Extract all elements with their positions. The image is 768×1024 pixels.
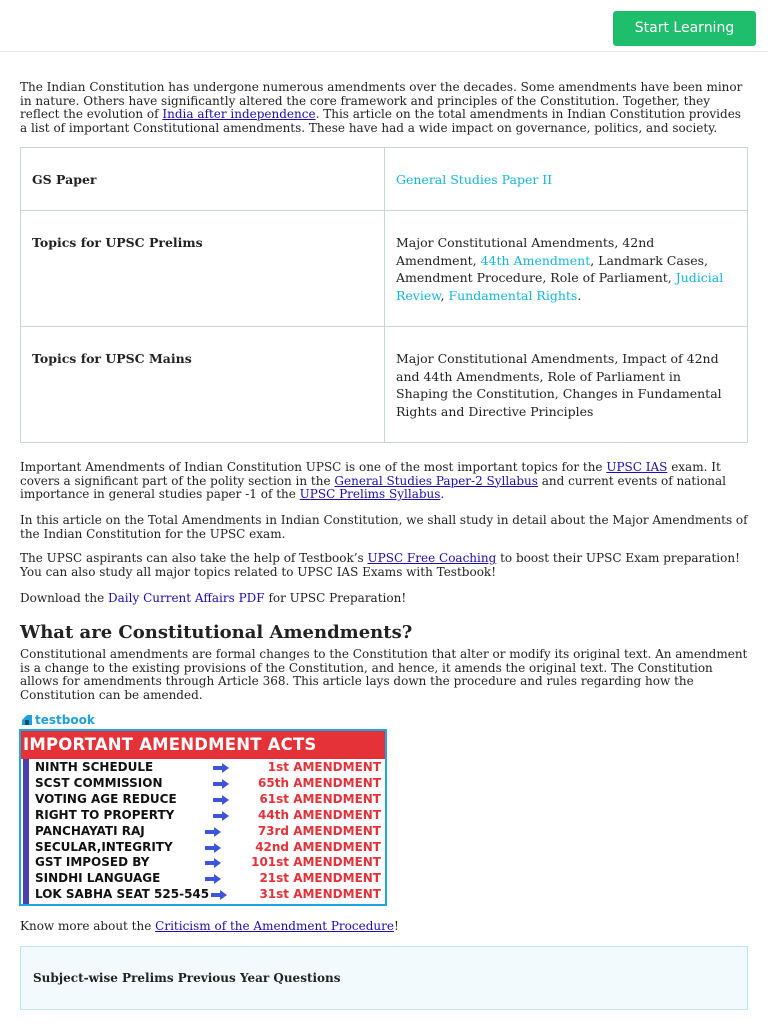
- amendment-act: 101st AMENDMENT: [251, 855, 381, 870]
- arrow-right-icon: [213, 779, 229, 789]
- amendment-row: [35, 760, 385, 776]
- gs-paper-2-syllabus-link[interactable]: General Studies Paper-2 Syllabus: [334, 473, 538, 488]
- amendment-row: [35, 776, 385, 792]
- amendment-topic: VOTING AGE REDUCE: [35, 791, 177, 806]
- coaching-paragraph: The UPSC aspirants can also take the help of Testbook’s UPSC Free Coaching to boost their UPSC Exam preparation! You can also study all major topics related to UPSC IAS Exams with Testbook!: [20, 551, 740, 579]
- infographic-title: IMPORTANT AMENDMENT ACTS: [21, 731, 385, 759]
- amendment-definition-paragraph: Constitutional amendments are formal changes to the Constitution that alter or modify its original text. An amendment is a change to the existing provisions of the Constitution, and hence, it amends the original text. The Constitution allows for amendments through Article 368. This article lays down the procedure and rules regarding how the Constitution can be amended.: [20, 647, 748, 702]
- arrow-right-icon: [205, 858, 221, 868]
- table-row: [21, 211, 748, 327]
- amendment-topic: SECULAR,INTEGRITY: [35, 839, 173, 854]
- topic-info-table: [20, 147, 748, 443]
- amendment-act: 44th AMENDMENT: [258, 807, 381, 822]
- mains-topics-label: Topics for UPSC Mains: [21, 327, 385, 443]
- left-accent-bar: [23, 759, 29, 904]
- amendment-act: 42nd AMENDMENT: [255, 839, 381, 854]
- amendment-row: [35, 792, 385, 808]
- arrow-right-icon: [205, 827, 221, 837]
- gs-paper-value: [385, 148, 748, 211]
- amendment-topic: NINTH SCHEDULE: [35, 760, 154, 774]
- criticism-paragraph: Know more about the Criticism of the Amendment Procedure!: [20, 919, 399, 933]
- arrow-right-icon: [213, 811, 229, 821]
- top-bar: [0, 0, 768, 52]
- important-amendment-acts-infographic: [19, 729, 387, 906]
- 44th-amendment-link[interactable]: 44th Amendment: [480, 252, 591, 268]
- amendment-act: 31st AMENDMENT: [259, 887, 381, 902]
- amendment-topic: RIGHT TO PROPERTY: [35, 807, 175, 822]
- arrow-right-icon: [213, 763, 229, 773]
- amendment-act: 1st AMENDMENT: [267, 760, 381, 774]
- amendment-act: 21st AMENDMENT: [259, 871, 381, 886]
- amendment-topic: LOK SABHA SEAT 525-545: [35, 887, 210, 902]
- arrow-right-icon: [211, 890, 227, 900]
- fundamental-rights-link[interactable]: Fundamental Rights: [448, 287, 578, 303]
- amendment-act: 73rd AMENDMENT: [257, 823, 381, 838]
- amendment-topic: SCST COMMISSION: [35, 775, 163, 790]
- daily-current-affairs-link[interactable]: Daily Current Affairs PDF: [108, 591, 265, 605]
- upsc-prelims-syllabus-link[interactable]: UPSC Prelims Syllabus: [299, 487, 441, 501]
- start-learning-button[interactable]: Start Learning: [613, 11, 756, 46]
- general-studies-paper-ii-link[interactable]: General Studies Paper II: [396, 172, 553, 187]
- amendment-row: [35, 871, 385, 887]
- amendment-row: [35, 808, 385, 824]
- arrow-right-icon: [213, 795, 229, 805]
- amendment-topic: SINDHI LANGUAGE: [35, 871, 161, 886]
- prelims-pyq-callout[interactable]: [20, 946, 748, 1010]
- testbook-logo: testbook: [22, 713, 95, 727]
- gs-paper-label: GS Paper: [21, 148, 385, 211]
- amendment-act: 61st AMENDMENT: [259, 791, 381, 806]
- amendment-row: [35, 840, 385, 856]
- amendment-row: [35, 855, 385, 871]
- article-scope-paragraph: In this article on the Total Amendments in Indian Constitution, we shall study in detail about the Major Amendments of the Indian Constitution for the UPSC exam.: [20, 513, 748, 541]
- arrow-right-icon: [205, 874, 221, 884]
- upsc-importance-paragraph: Important Amendments of Indian Constitution UPSC is one of the most important topics for the UPSC IAS exam. It covers a significant part of the polity section in the General Studies Paper-2 Syllabus and current events of national importance in general studies paper -1 of the UPSC Prelims Syllabus.: [20, 460, 727, 501]
- prelims-topics-value: Major Constitutional Amendments, 42nd Amendment, 44th Amendment, Landmark Cases, Amendment Procedure, Role of Parliament, Judicial Review, Fundamental Rights.: [385, 211, 748, 327]
- criticism-amendment-procedure-link[interactable]: Criticism of the Amendment Procedure: [155, 919, 394, 933]
- amendment-topic: GST IMPOSED BY: [35, 855, 150, 870]
- amendment-act: 65th AMENDMENT: [258, 775, 381, 790]
- intro-paragraph: The Indian Constitution has undergone numerous amendments over the decades. Some amendments have been minor in nature. Others have significantly altered the core framework and principles of the Constitution. Together, they reflect the evolution of India after independence. This article on the total amendments in Indian Constitution provides a list of important Constitutional amendments. These have had a wide impact on governance, politics, and society.: [20, 80, 743, 135]
- judicial-review-link[interactable]: Judicial Review: [396, 270, 724, 303]
- mains-topics-value: Major Constitutional Amendments, Impact of 42nd and 44th Amendments, Role of Parliament in Shaping the Constitution, Changes in Fundamental Rights and Directive Principles: [385, 327, 748, 443]
- current-affairs-paragraph: Download the Daily Current Affairs PDF for UPSC Preparation!: [20, 591, 407, 605]
- testbook-logo-icon: [22, 715, 32, 725]
- arrow-right-icon: [205, 843, 221, 853]
- amendment-row: [35, 887, 385, 903]
- table-row: [21, 148, 748, 211]
- infographic-body: [21, 759, 385, 904]
- india-after-independence-link[interactable]: India after independence: [162, 107, 316, 121]
- table-row: [21, 327, 748, 443]
- callout-label: Subject-wise Prelims Previous Year Questions: [33, 971, 341, 985]
- section-heading: What are Constitutional Amendments?: [20, 622, 413, 643]
- upsc-ias-link[interactable]: UPSC IAS: [606, 460, 668, 474]
- prelims-topics-label: Topics for UPSC Prelims: [21, 211, 385, 327]
- amendment-row: [35, 824, 385, 840]
- upsc-free-coaching-link[interactable]: UPSC Free Coaching: [367, 551, 497, 565]
- amendment-topic: PANCHAYATI RAJ: [35, 823, 145, 838]
